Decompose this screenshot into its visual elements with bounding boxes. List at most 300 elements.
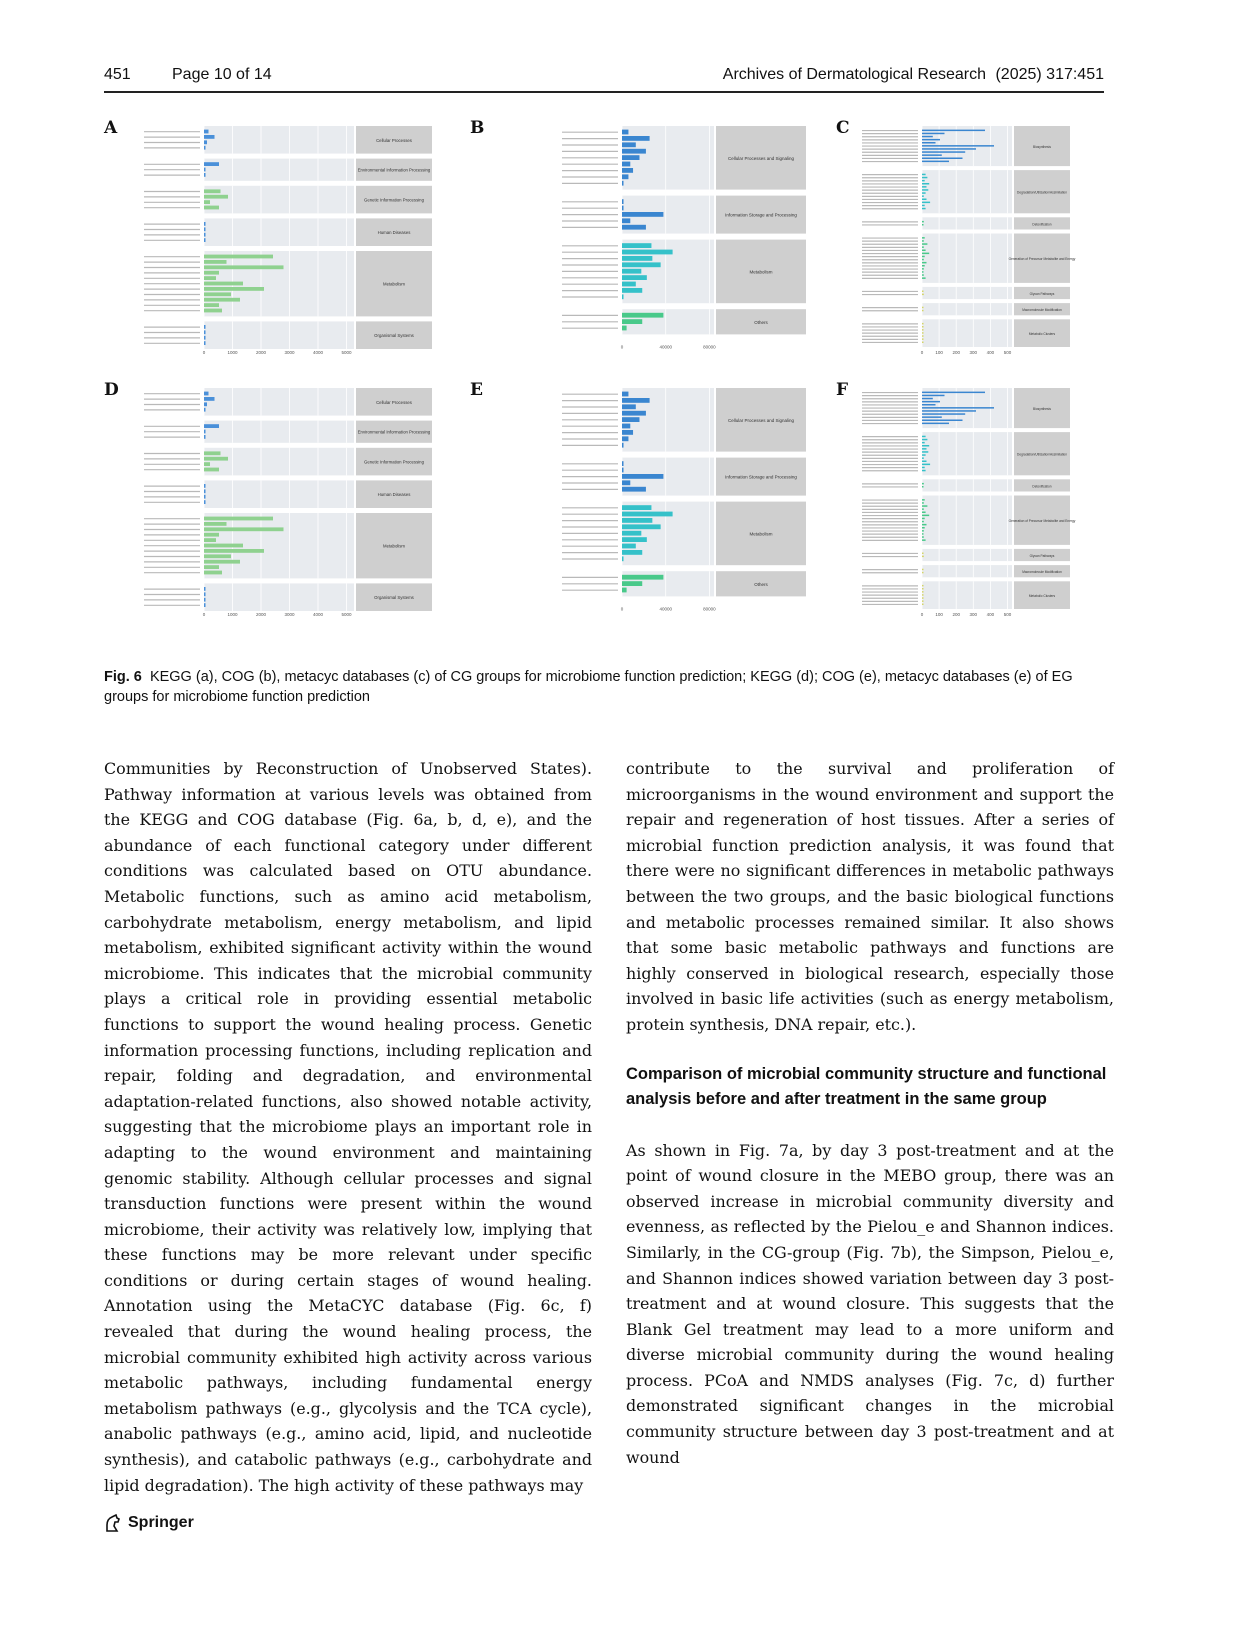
- bar: [922, 448, 927, 450]
- bar: [204, 276, 216, 280]
- bar: [922, 600, 924, 602]
- bar: [922, 467, 925, 469]
- publisher-footer: [104, 1513, 194, 1533]
- facet-background: [922, 217, 1012, 229]
- bar: [922, 445, 929, 447]
- bar: [204, 592, 206, 596]
- bar: [204, 560, 240, 564]
- facet-strip-label: Human Diseases: [377, 230, 411, 236]
- axis-tick-label: 500: [1003, 612, 1012, 617]
- bar: [622, 461, 624, 466]
- bar: [922, 294, 924, 296]
- facet-background: [922, 170, 1012, 213]
- axis-tick-label: 80000: [703, 344, 716, 350]
- facet-strip-label: Cellular Processes: [376, 399, 412, 405]
- bar: [622, 524, 661, 529]
- bar: [922, 342, 924, 344]
- figure-panel-c: [836, 118, 1116, 358]
- bar: [622, 199, 624, 204]
- bar: [204, 140, 207, 144]
- axis-tick-label: 0: [920, 350, 924, 355]
- bar: [204, 298, 240, 302]
- bar: [922, 174, 926, 176]
- bar: [622, 512, 673, 517]
- facet-strip-label: Biosynthesis: [1033, 407, 1051, 412]
- bar: [622, 218, 630, 223]
- bar: [922, 335, 924, 337]
- bar: [204, 130, 209, 134]
- bar: [922, 192, 926, 194]
- axis-tick-label: 0: [202, 350, 206, 355]
- bar: [204, 402, 207, 406]
- page-number: 451: [104, 66, 131, 83]
- bar: [922, 237, 925, 239]
- bar: [922, 470, 926, 472]
- bar: [622, 505, 651, 510]
- bar: [204, 206, 219, 210]
- bar: [922, 265, 925, 267]
- bar: [922, 177, 927, 179]
- facet-background: [922, 479, 1012, 491]
- bar: [922, 436, 926, 438]
- bar: [622, 531, 641, 536]
- facet-background: [922, 432, 1012, 475]
- facet-strip-label: Macromolecule Modification: [1022, 570, 1062, 575]
- bar: [622, 142, 636, 147]
- bar: [922, 133, 945, 135]
- bar: [622, 130, 628, 135]
- panel-label-d: D: [104, 380, 119, 400]
- facet-background: [922, 287, 1012, 299]
- facet-strip-label: Generation of Precursor Metabolite and Energy: [1008, 257, 1076, 262]
- bar: [204, 173, 206, 177]
- bar: [922, 139, 940, 141]
- bar: [922, 533, 924, 535]
- caption-label: Fig. 6: [104, 669, 142, 685]
- facet-strip-label: Information Storage and Processing: [725, 474, 797, 480]
- bar: [922, 262, 927, 264]
- bar: [204, 325, 206, 329]
- axis-tick-label: 400: [986, 612, 995, 617]
- kegg-chart-cg: [104, 118, 444, 358]
- facet-background: [922, 549, 1012, 561]
- facet-strip-label: Environmental Information Processing: [357, 167, 431, 173]
- figure-panel-d: [104, 380, 444, 620]
- axis-tick-label: 3000: [284, 350, 295, 355]
- bar: [204, 200, 210, 204]
- bar: [204, 135, 215, 139]
- bar: [204, 457, 228, 461]
- bar: [204, 571, 222, 575]
- bar: [204, 408, 206, 412]
- axis-tick-label: 0: [620, 344, 624, 350]
- bar: [204, 238, 206, 242]
- facet-strip-label: Metabolism: [383, 543, 405, 549]
- axis-tick-label: 200: [952, 350, 960, 355]
- bar: [622, 480, 630, 485]
- bar: [204, 271, 219, 275]
- bar: [922, 268, 924, 270]
- bar: [922, 323, 924, 325]
- bar: [922, 527, 925, 529]
- bar: [922, 136, 933, 138]
- bar: [622, 256, 652, 261]
- bar: [622, 544, 636, 549]
- bar: [622, 250, 673, 255]
- facet-background: [922, 565, 1012, 577]
- bar: [922, 486, 924, 488]
- facet-background: [922, 234, 1012, 283]
- bar: [204, 336, 206, 340]
- bar: [922, 553, 924, 555]
- bar: [922, 151, 965, 153]
- facet-background: [204, 186, 354, 214]
- springer-horse-icon: [104, 1513, 122, 1533]
- bar: [622, 588, 627, 593]
- bar: [622, 288, 642, 293]
- bar: [922, 464, 930, 466]
- cog-chart-eg: [470, 380, 810, 620]
- bar: [922, 404, 936, 406]
- bar: [922, 591, 924, 593]
- facet-background: [204, 159, 354, 181]
- bar: [204, 538, 216, 542]
- bar: [204, 309, 222, 313]
- bar: [922, 142, 936, 144]
- bar: [922, 253, 929, 255]
- body-column-left: [104, 756, 592, 1498]
- bar: [922, 250, 926, 252]
- bar: [622, 537, 647, 542]
- bar: [922, 597, 924, 599]
- body-paragraph: As shown in Fig. 7a, by day 3 post-treatment and at the point of wound closure in the MEBO group, there was an observed increase in microbial community diversity and evenness, as reflected by the Pielou_e and Shannon indices. Similarly, in the CG-group (Fig. 7b), the Simpson, Pielou_e, and Shannon indices showed variation between day 3 post-treatment and at wound closure. This suggests that the Blank Gel treatment may lead to a more uniform and diverse microbial community during the wound healing process. PCoA and NMDS analyses (Fig. 7c, d) further demonstrated significant changes in the microbial community structure between day 3 post-treatment and at wound: [626, 1140, 1114, 1467]
- axis-tick-label: 300: [969, 350, 978, 355]
- facet-strip-label: Metabolism: [749, 269, 773, 275]
- bar: [922, 329, 924, 331]
- bar: [622, 581, 642, 586]
- metacyc-chart-eg: [836, 380, 1116, 620]
- bar: [204, 260, 227, 264]
- bar: [922, 539, 926, 541]
- axis-tick-label: 3000: [284, 612, 295, 617]
- bar: [622, 174, 628, 179]
- bar: [204, 146, 206, 150]
- axis-tick-label: 2000: [255, 612, 267, 617]
- figure-panel-a: [104, 118, 444, 358]
- facet-strip-label: Organismal Systems: [374, 333, 414, 339]
- axis-tick-label: 500: [1003, 350, 1012, 355]
- bar: [922, 407, 994, 409]
- bar: [204, 517, 273, 521]
- bar: [204, 500, 206, 504]
- facet-strip-label: Environmental Information Processing: [357, 429, 431, 435]
- bar: [622, 282, 636, 287]
- bar: [204, 527, 284, 531]
- bar: [622, 417, 639, 422]
- axis-tick-label: 0: [920, 612, 924, 617]
- bar: [204, 303, 219, 307]
- bar: [922, 423, 949, 425]
- bar: [922, 246, 924, 248]
- bar: [622, 326, 627, 331]
- bar: [922, 243, 927, 245]
- panel-label-f: F: [836, 380, 849, 400]
- panel-label-b: B: [470, 118, 485, 138]
- facet-background: [922, 303, 1012, 315]
- bar: [204, 292, 231, 296]
- facet-strip-label: Detoxification: [1032, 222, 1052, 227]
- axis-tick-label: 200: [952, 612, 960, 617]
- bar: [922, 457, 924, 459]
- figure-panel-e: [470, 380, 810, 620]
- bar: [922, 224, 924, 226]
- bar: [204, 341, 206, 345]
- axis-tick-label: 4000: [312, 350, 324, 355]
- bar: [922, 569, 924, 571]
- bar: [922, 512, 926, 514]
- facet-strip-label: Others: [754, 581, 768, 587]
- bar: [922, 416, 942, 418]
- bar: [204, 282, 243, 286]
- running-header: [104, 64, 1104, 92]
- bar: [204, 392, 209, 396]
- axis-tick-label: 4000: [312, 612, 324, 617]
- bar: [622, 518, 652, 523]
- bar: [922, 277, 926, 279]
- bar: [622, 430, 633, 435]
- bar: [622, 269, 641, 274]
- bar: [922, 502, 924, 504]
- bar: [922, 271, 924, 273]
- bar: [922, 524, 927, 526]
- bar: [622, 398, 650, 403]
- bar: [622, 294, 624, 299]
- axis-tick-label: 2000: [255, 350, 267, 355]
- bar: [922, 392, 985, 394]
- bar: [622, 136, 650, 141]
- bar: [922, 604, 924, 606]
- body-paragraph: contribute to the survival and proliferation of microorganisms in the wound environment and support the repair and regeneration of host tissues. After a series of microbial function prediction analysis, it was found that there were no significant differences in metabolic pathways between the two groups, and the basic biological functions and metabolic processes remained similar. It also shows that some basic metabolic pathways and functions are highly conserved in biological research, especially those involved in basic life activities (such as energy metabolism, protein synthesis, DNA repair, etc.).: [626, 759, 1114, 1034]
- bar: [204, 484, 206, 488]
- bar: [622, 206, 624, 211]
- figure-caption: [104, 667, 1104, 707]
- facet-background: [922, 319, 1012, 347]
- figure-panel-b: [470, 118, 810, 358]
- axis-tick-label: 80000: [703, 606, 716, 612]
- bar: [922, 420, 963, 422]
- bar: [922, 145, 994, 147]
- bar: [922, 240, 924, 242]
- facet-strip-label: Cellular Processes and Signaling: [727, 417, 795, 423]
- axis-tick-label: 5000: [341, 612, 352, 617]
- axis-tick-label: 100: [935, 350, 943, 355]
- bar: [622, 443, 624, 448]
- bar: [622, 556, 624, 561]
- bar: [204, 489, 206, 493]
- bar: [922, 256, 925, 258]
- bar: [204, 554, 231, 558]
- bar: [922, 310, 924, 312]
- bar: [204, 603, 206, 607]
- facet-strip-label: Metabolism: [383, 281, 405, 287]
- figure-panel-f: [836, 380, 1116, 620]
- facet-strip-label: Degradation/Utilization/Assimilation: [1017, 190, 1067, 195]
- axis-tick-label: 400: [986, 350, 995, 355]
- facet-background: [204, 388, 354, 416]
- bar: [204, 435, 206, 439]
- bar: [204, 598, 206, 602]
- bar: [204, 565, 219, 569]
- bar: [622, 411, 646, 416]
- bar: [204, 495, 206, 499]
- bar: [204, 168, 206, 172]
- panel-label-a: A: [104, 118, 118, 138]
- bar: [204, 287, 264, 291]
- bar: [622, 212, 663, 217]
- bar: [622, 149, 646, 154]
- bar: [922, 186, 927, 188]
- bar: [922, 130, 985, 132]
- bar: [622, 424, 630, 429]
- facet-background: [204, 218, 354, 246]
- bar: [204, 227, 206, 231]
- axis-tick-label: 1000: [227, 612, 238, 617]
- bar: [622, 468, 624, 473]
- facet-background: [922, 581, 1012, 609]
- bar: [922, 221, 924, 223]
- bar: [622, 474, 663, 479]
- bar: [922, 536, 924, 538]
- caption-text: KEGG (a), COG (b), metacyc databases (c) of CG groups for microbiome function prediction; KEGG (d); COG (e), metacyc databases (e) of EG groups for microbiome function prediction: [104, 669, 1073, 705]
- axis-tick-label: 40000: [659, 344, 672, 350]
- metacyc-chart-cg: [836, 118, 1116, 358]
- journal-name: Archives of Dermatological Research: [722, 66, 986, 83]
- bar: [204, 533, 219, 537]
- bar: [204, 233, 206, 237]
- bar: [922, 154, 942, 156]
- bar: [204, 544, 243, 548]
- bar: [622, 162, 630, 167]
- bar: [622, 487, 646, 492]
- bar: [922, 180, 925, 182]
- bar: [922, 274, 924, 276]
- facet-strip-label: Organismal Systems: [374, 595, 414, 601]
- bar: [204, 397, 215, 401]
- facet-strip-label: Human Diseases: [377, 492, 411, 498]
- bar: [922, 398, 933, 400]
- facet-strip-label: Genetic Information Processing: [364, 197, 424, 203]
- bar: [922, 572, 924, 574]
- bar: [922, 413, 965, 415]
- bar: [922, 307, 924, 309]
- facet-background: [204, 448, 354, 476]
- bar: [204, 430, 206, 434]
- facet-strip-label: Detoxification: [1032, 484, 1052, 489]
- bar: [922, 401, 940, 403]
- facet-strip-label: Glycan Pathways: [1029, 554, 1055, 558]
- bar: [204, 522, 227, 526]
- bar: [622, 319, 642, 324]
- section-heading: Comparison of microbial community structure and functional analysis before and after treatment in the same group: [626, 1064, 1107, 1108]
- bar: [204, 162, 219, 166]
- panel-label-c: C: [836, 118, 850, 138]
- bar: [922, 148, 976, 150]
- axis-tick-label: 40000: [659, 606, 672, 612]
- bar: [922, 454, 926, 456]
- bar: [922, 202, 930, 204]
- bar: [922, 338, 924, 340]
- facet-background: [204, 583, 354, 611]
- body-paragraph: Communities by Reconstruction of Unobserved States). Pathway information at various levels was obtained from the KEGG and COG database (Fig. 6a, b, d, e), and the abundance of each functional category under different conditions was calculated based on OTU abundance. Metabolic functions, such as amino acid metabolism, carbohydrate metabolism, energy metabolism, and lipid metabolism, exhibited significant activity within the wound microbiome. This indicates that the microbial community plays a critical role in providing essential metabolic functions to support the wound healing process. Genetic information processing functions, including replication and repair, folding and degradation, and environmental adaptation-related functions, also showed notable activity, suggesting that the microbiome plays an important role in adapting to the wound environment and maintaining genomic stability. Although cellular processes and signal transduction functions were present within the wound microbiome, their activity was relatively low, implying that these functions may be more relevant under specific conditions or during certain stages of wound healing. Annotation using the MetaCYC database (Fig. 6c, f) revealed that during the wound healing process, the microbial community exhibited high activity across various metabolic pathways, including fundamental energy metabolism pathways (e.g., glycolysis and the TCA cycle), anabolic pathways (e.g., amino acid, lipid, and nucleotide synthesis), and catabolic pathways (e.g., carbohydrate and lipid degradation). The high activity of these pathways may: [104, 759, 592, 1495]
- bar: [922, 195, 924, 197]
- bar: [922, 508, 924, 510]
- bar: [204, 462, 210, 466]
- facet-strip-label: Cellular Processes: [376, 137, 412, 143]
- bar: [922, 585, 924, 587]
- bar: [204, 195, 228, 199]
- axis-tick-label: 300: [969, 612, 978, 617]
- bar: [922, 461, 927, 463]
- bar: [922, 410, 976, 412]
- bar: [622, 575, 663, 580]
- page-of: Page 10 of 14: [172, 66, 272, 83]
- bar: [922, 158, 963, 160]
- bar: [922, 556, 924, 558]
- bar: [922, 518, 925, 520]
- bar: [622, 404, 636, 409]
- facet-strip-label: Metabolic Clusters: [1028, 594, 1056, 599]
- bar: [922, 594, 924, 596]
- bar: [922, 326, 924, 328]
- bar: [922, 439, 927, 441]
- bar: [204, 330, 206, 334]
- bar: [622, 225, 646, 230]
- bar: [204, 468, 219, 472]
- facet-strip-label: Biosynthesis: [1033, 145, 1051, 150]
- bar: [922, 499, 925, 501]
- bar: [622, 181, 624, 186]
- bar: [622, 275, 647, 280]
- bar: [922, 332, 924, 334]
- bar: [922, 515, 929, 517]
- facet-background: [204, 421, 354, 443]
- facet-strip-label: Cellular Processes and Signaling: [727, 155, 795, 161]
- bar: [922, 483, 924, 485]
- year-volume: (2025) 317:451: [995, 66, 1104, 83]
- bar: [922, 530, 924, 532]
- bar: [204, 424, 219, 428]
- facet-background: [204, 126, 354, 154]
- body-column-right: [626, 756, 1114, 1470]
- bar: [922, 588, 924, 590]
- bar: [622, 392, 628, 397]
- bar: [622, 155, 639, 160]
- bar: [922, 199, 927, 201]
- bar: [922, 291, 924, 293]
- axis-tick-label: 100: [935, 612, 943, 617]
- bar: [622, 550, 642, 555]
- axis-tick-label: 0: [202, 612, 206, 617]
- bar: [622, 243, 651, 248]
- bar: [922, 189, 928, 191]
- bar: [622, 168, 633, 173]
- bar: [922, 505, 927, 507]
- bar: [922, 208, 926, 210]
- bar: [922, 442, 925, 444]
- panel-label-e: E: [470, 380, 483, 400]
- facet-background: [204, 321, 354, 349]
- facet-strip-label: Metabolic Clusters: [1028, 332, 1056, 337]
